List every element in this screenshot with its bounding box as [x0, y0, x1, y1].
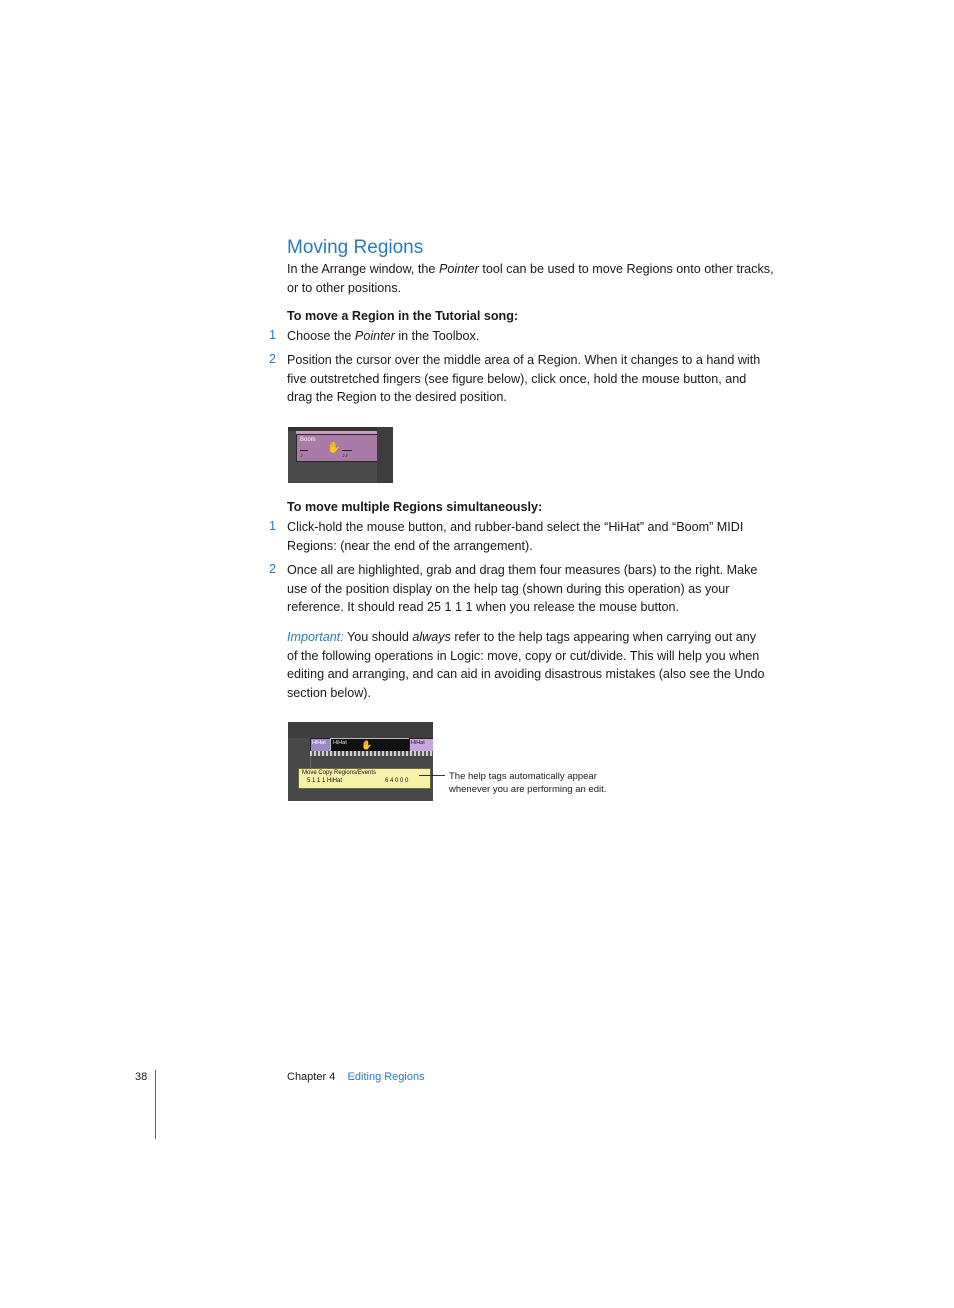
important-emphasis: always	[412, 630, 451, 644]
task1-step2-line: five outstretched fingers (see figure below), click once, hold the mouse button, and	[287, 371, 747, 386]
note-events-strip	[310, 751, 433, 756]
help-tag-title: Move Copy Regions/Events	[302, 770, 377, 776]
chapter-number: Chapter 4	[287, 1071, 336, 1083]
footer-rule	[155, 1070, 156, 1139]
important-label: Important:	[287, 630, 344, 644]
help-tag-position: 5 1 1 1 HiHat	[307, 778, 343, 784]
task1-step2-text	[287, 351, 799, 407]
important-text: editing and arranging, and can aid in avoiding disastrous mistakes (also see the Undo	[287, 667, 765, 682]
task2-step2-line: reference. It should read 25 1 1 1 when you release the mouse button.	[287, 600, 680, 615]
hihat-region-right-label: HiHat	[411, 740, 425, 746]
task2-step1-number: 1	[269, 519, 277, 533]
hihat-region-selected[interactable]	[330, 738, 410, 752]
boom-region-label: Boom	[300, 437, 316, 443]
task2-step2-line: use of the position display on the help tag (shown during this operation) as your	[287, 581, 730, 596]
task1-step1-pre: Choose the	[287, 329, 355, 343]
important-text: You should	[343, 630, 413, 644]
callout-line: The help tags automatically appear	[449, 771, 597, 782]
hihat-region-right[interactable]	[409, 738, 433, 752]
task2-step2-line: Once all are highlighted, grab and drag them four measures (bars) to the right. Make	[287, 563, 758, 577]
task2-step2-number: 2	[269, 562, 277, 576]
intro-paragraph	[287, 260, 799, 297]
task1-step2-number: 2	[269, 352, 277, 366]
important-text: refer to the help tags appearing when carrying out any	[450, 630, 757, 644]
task2-step1-line: Click-hold the mouse button, and rubber-band select the “HiHat” and “Boom” MIDI	[287, 520, 744, 534]
page-number: 38	[135, 1071, 148, 1083]
note-mark	[342, 450, 352, 451]
important-text: of the following operations in Logic: move, copy or cut/divide. This will help you when	[287, 648, 760, 663]
task2-step2-text	[287, 561, 799, 617]
help-tag-length: 6 4 0 0 0	[385, 778, 409, 784]
task1-step1-post: in the Toolbox.	[394, 329, 480, 343]
hihat-region-left[interactable]	[310, 738, 332, 752]
hihat-region-selected-label: HiHat	[333, 740, 347, 746]
intro-text-pre: In the Arrange window, the	[287, 262, 439, 276]
ruler-area	[288, 722, 433, 738]
help-tag-box	[298, 768, 431, 789]
hand-cursor-icon: ✋	[361, 740, 373, 750]
callout-line: whenever you are performing an edit.	[449, 784, 607, 795]
task2-step1-line: Regions: (near the end of the arrangement).	[287, 538, 533, 553]
note-glyph: ♪	[300, 453, 303, 459]
intro-text-post: tool can be used to move Regions onto other tracks,	[478, 262, 774, 276]
figure-region-hand	[288, 427, 393, 483]
hihat-region-left-label: HiHat	[312, 740, 326, 746]
chapter-title-link[interactable]: Editing Regions	[347, 1071, 425, 1083]
hand-cursor-icon: ✋	[327, 442, 341, 454]
task1-step1-number: 1	[269, 328, 277, 342]
important-note	[287, 628, 799, 702]
intro-text-line2: or to other positions.	[287, 280, 402, 295]
note-glyph: ♪♪	[342, 453, 348, 459]
task1-step1-text	[287, 327, 799, 346]
figure-help-tag	[288, 722, 433, 801]
important-text: section below).	[287, 685, 371, 700]
boom-region[interactable]	[296, 434, 379, 462]
footer-chapter	[287, 1071, 425, 1083]
note-mark	[300, 450, 308, 451]
task1-step2-line: drag the Region to the desired position.	[287, 390, 507, 405]
callout-leader-line	[419, 775, 445, 776]
task1-step2-line: Position the cursor over the middle area of a Region. When it changes to a hand with	[287, 353, 761, 367]
task1-step1-emphasis: Pointer	[354, 329, 395, 343]
intro-emphasis: Pointer	[438, 262, 479, 276]
track-right-area	[377, 427, 393, 483]
task1-heading: To move a Region in the Tutorial song:	[287, 309, 519, 323]
task2-step1-text	[287, 518, 799, 555]
figure2-callout	[449, 770, 606, 796]
section-title: Moving Regions	[287, 237, 424, 258]
task2-heading: To move multiple Regions simultaneously:	[287, 500, 543, 514]
